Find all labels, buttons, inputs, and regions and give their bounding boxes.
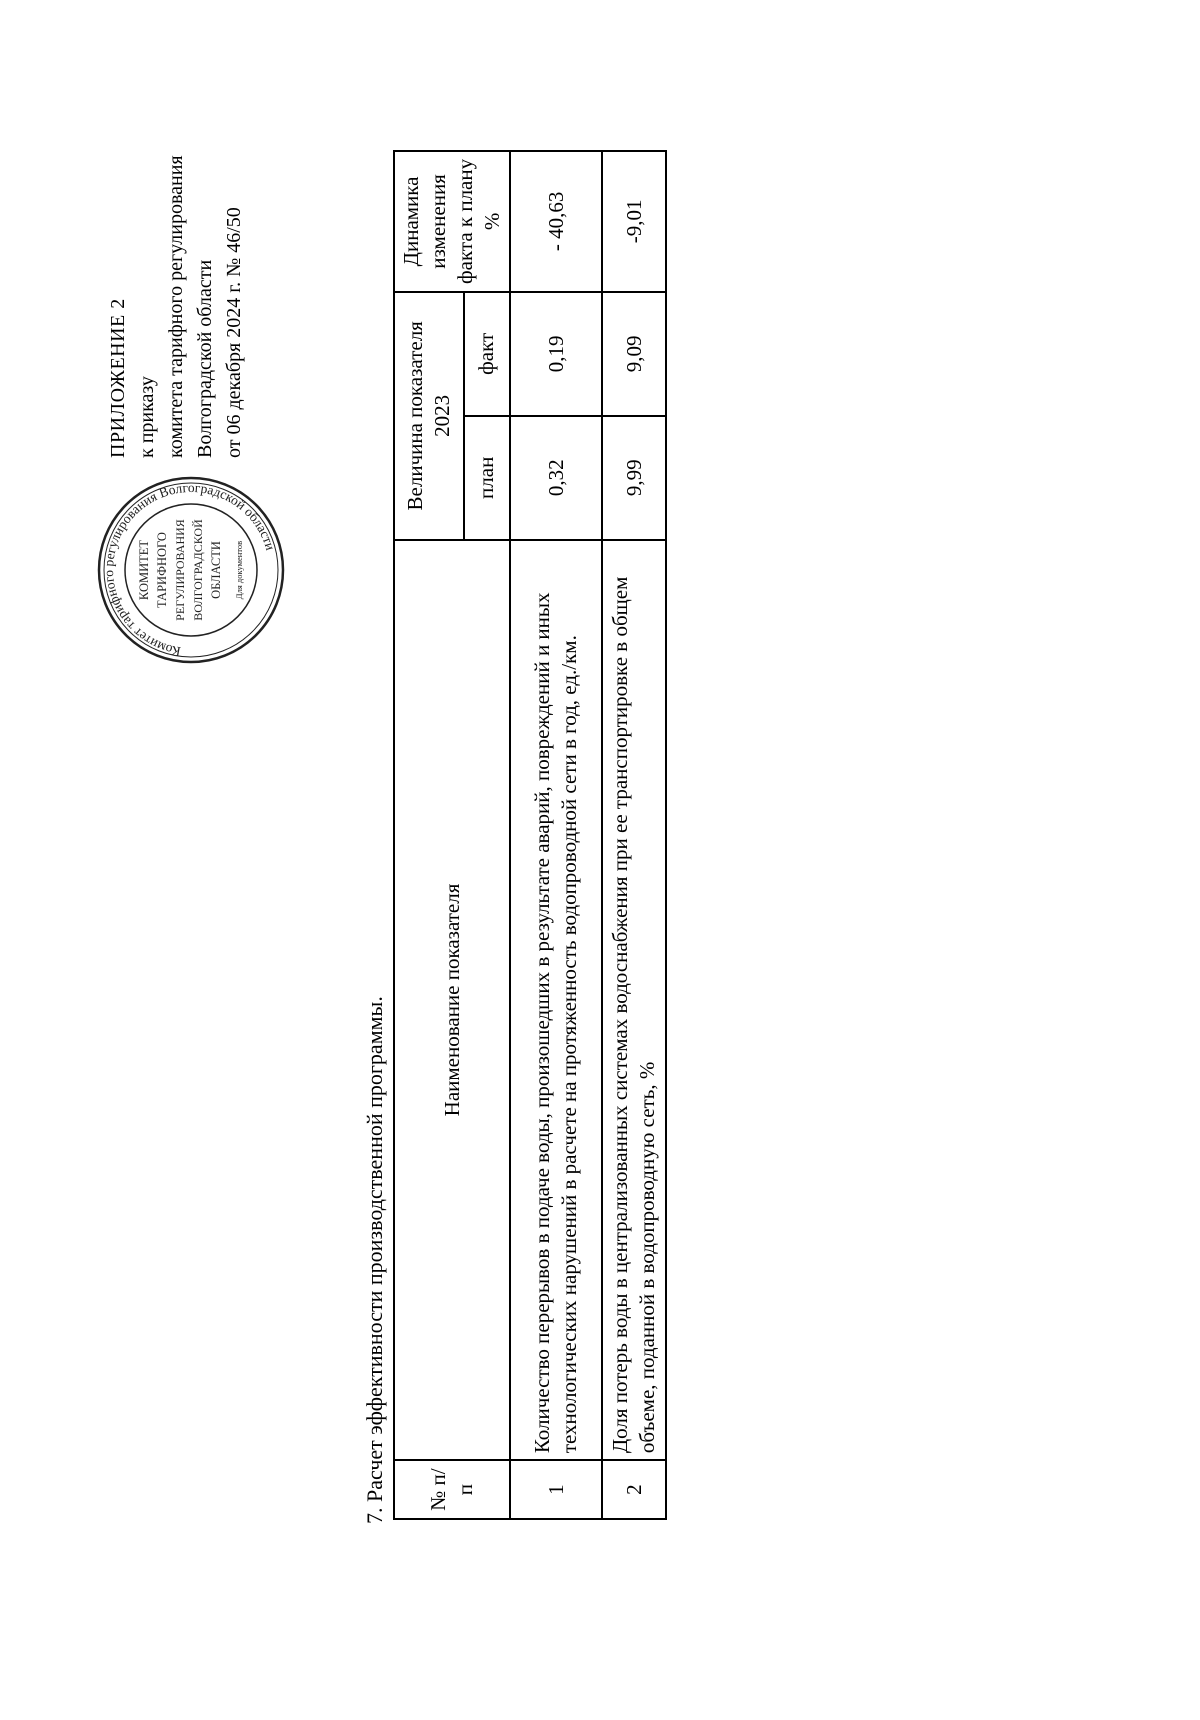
- official-seal-stamp: [96, 475, 286, 665]
- annex-line-4: от 06 декабря 2024 г. № 46/50: [223, 207, 245, 458]
- row-num: 2: [602, 1460, 666, 1519]
- row-fact: 9,09: [602, 292, 666, 416]
- seal-inner-line-3: РЕГУЛИРОВАНИЯ: [173, 519, 187, 621]
- seal-inner-line-5: ОБЛАСТИ: [209, 541, 223, 599]
- seal-inner-line-1: КОМИТЕТ: [137, 539, 151, 601]
- seal-inner-line-6: Для документов: [234, 540, 244, 600]
- section-heading: 7. Расчет эффективности производственной программы.: [362, 996, 387, 1524]
- annex-block: [104, 58, 249, 458]
- annex-line-1: к приказу: [136, 376, 158, 458]
- header-fact: факт: [464, 292, 510, 416]
- seal-inner-line-4: ВОЛГОГРАДСКОЙ: [191, 519, 205, 621]
- row-plan: 9,99: [602, 416, 666, 540]
- table-header-row-1: [394, 151, 464, 1519]
- efficiency-table: [393, 150, 667, 1520]
- row-dynamics: -9,01: [602, 151, 666, 292]
- annex-title: ПРИЛОЖЕНИЕ 2: [107, 298, 129, 458]
- row-plan: 0,32: [510, 416, 602, 540]
- row-name: Доля потерь воды в централизованных системах водоснабжения при ее транспортировке в общем объеме, поданной в водопроводную сеть, %: [602, 540, 666, 1460]
- header-value-group: Величина показателя 2023: [394, 292, 464, 540]
- annex-line-2: комитета тарифного регулирования: [165, 155, 187, 458]
- seal-inner-line-2: ТАРИФНОГО: [155, 532, 169, 608]
- header-dynamics: Динамика изменения факта к плану %: [394, 151, 510, 292]
- table-row: [602, 151, 666, 1519]
- seal-outer-text: Комитет тарифного регулирования Волгоградской области: [100, 479, 279, 660]
- header-name: Наименование показателя: [394, 540, 510, 1460]
- row-fact: 0,19: [510, 292, 602, 416]
- table-row: [510, 151, 602, 1519]
- row-num: 1: [510, 1460, 602, 1519]
- annex-line-3: Волгоградской области: [194, 259, 216, 458]
- row-name: Количество перерывов в подаче воды, произошедших в результате аварий, повреждений и иных технологических нарушений в расчете на протяженность водопроводной сети в год, ед./км.: [510, 540, 602, 1460]
- header-num: № п/п: [394, 1460, 510, 1519]
- header-plan: план: [464, 416, 510, 540]
- row-dynamics: - 40,63: [510, 151, 602, 292]
